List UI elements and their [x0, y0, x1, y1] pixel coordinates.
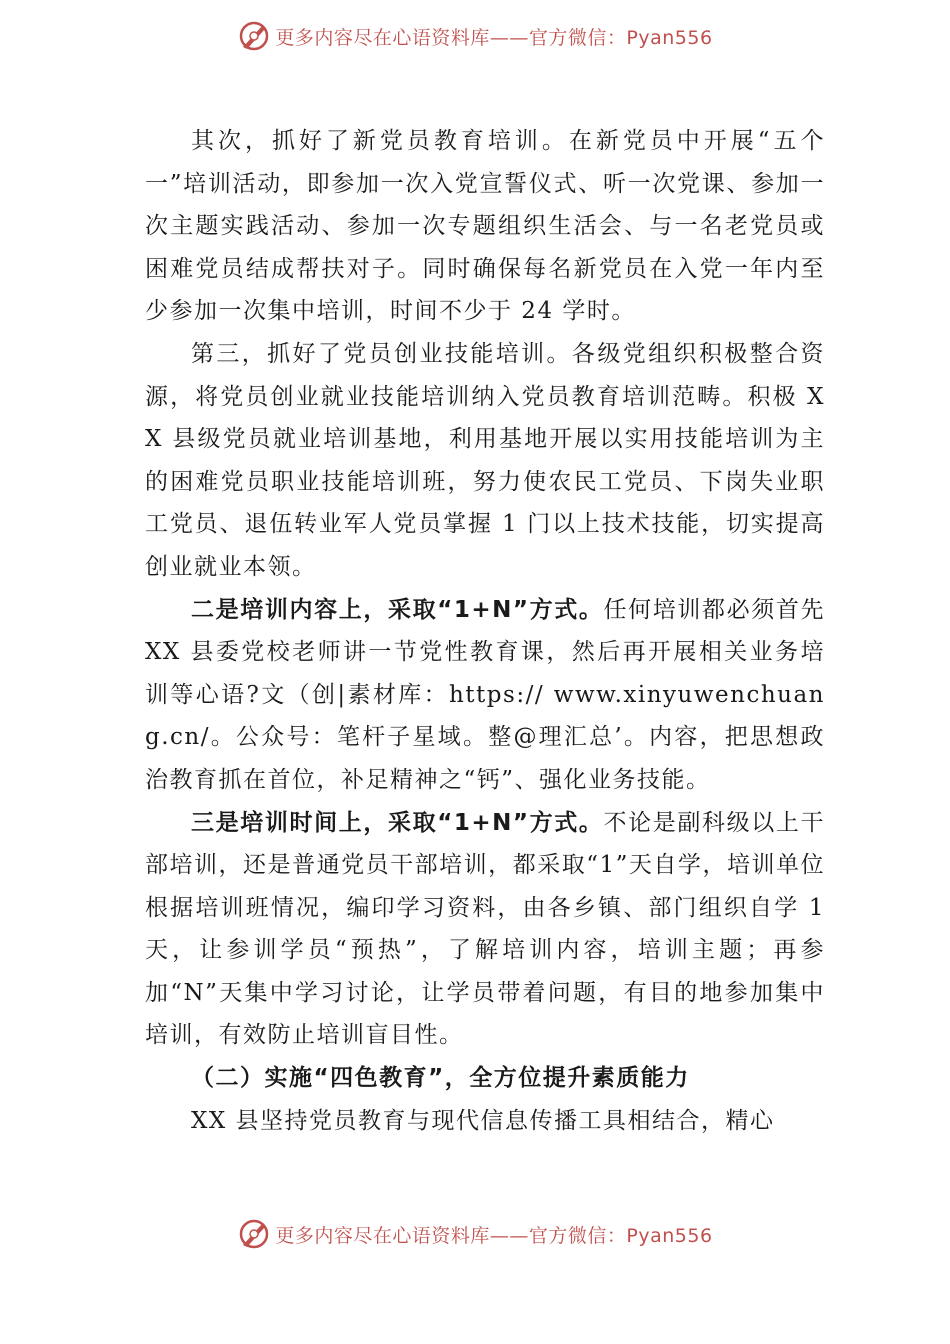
footer-banner — [0, 1214, 950, 1254]
paragraph-skills-training: 第三，抓好了党员创业技能培训。各级党组织积极整合资源，将党员创业就业技能培训纳入党员教育培训范畴。积极 XX 县级党员就业培训基地，利用基地开展以实用技能培训为主的困难党员职业技能培训班，努力使农民工党员、下岗失业职工党员、退伍转业军人党员掌握 1 门以上技术技能，切实提高创业就业本领。 — [145, 340, 825, 580]
quill-seal-icon — [237, 19, 271, 53]
document-body — [145, 120, 825, 1142]
paragraph-training-time: 三是培训时间上，采取“1+N”方式。不论是副科级以上干部培训，还是普通党员干部培训，都采取“1”天自学，培训单位根据培训班情况，编印学习资料，由各乡镇、部门组织自学 1 天，让参训学员“预热”，了解培训内容，培训主题；再参加“N”天集中学习讨论，让学员带着问题，有目的地参加集中培训，有效防止培训盲目性。 — [145, 809, 825, 1049]
section-heading: （二）实施“四色教育”，全方位提升素质能力 — [191, 1065, 690, 1092]
banner-text: 更多内容尽在心语资料库——官方微信：Pyan556 — [275, 26, 713, 49]
paragraph-lead: 三是培训时间上，采取“1+N”方式。 — [191, 809, 604, 836]
paragraph-lead: 二是培训内容上，采取“1+N”方式。 — [191, 596, 604, 623]
paragraph-training-content: 二是培训内容上，采取“1+N”方式。任何培训都必须首先 XX 县委党校老师讲一节党性教育课，然后再开展相关业务培训等心语?文（创|素材库：https:// www.xinyuwenchuang.cn/。公众号：笔杆子星域。整@理汇总’。内容，把思想政治教育抓在首位，补足精神之“钙”、强化业务技能。 — [145, 596, 825, 793]
header-banner — [0, 16, 950, 56]
paragraph-new-members: 其次，抓好了新党员教育培训。在新党员中开展“五个一”培训活动，即参加一次入党宣誓仪式、听一次党课、参加一次主题实践活动、参加一次专题组织生活会、与一名老党员或困难党员结成帮扶对子。同时确保每名新党员在入党一年内至少参加一次集中培训，时间不少于 24 学时。 — [145, 128, 825, 325]
quill-seal-icon — [237, 1217, 271, 1251]
paragraph-closing: XX 县坚持党员教育与现代信息传播工具相结合，精心 — [191, 1107, 775, 1134]
banner-text: 更多内容尽在心语资料库——官方微信：Pyan556 — [275, 1224, 713, 1247]
